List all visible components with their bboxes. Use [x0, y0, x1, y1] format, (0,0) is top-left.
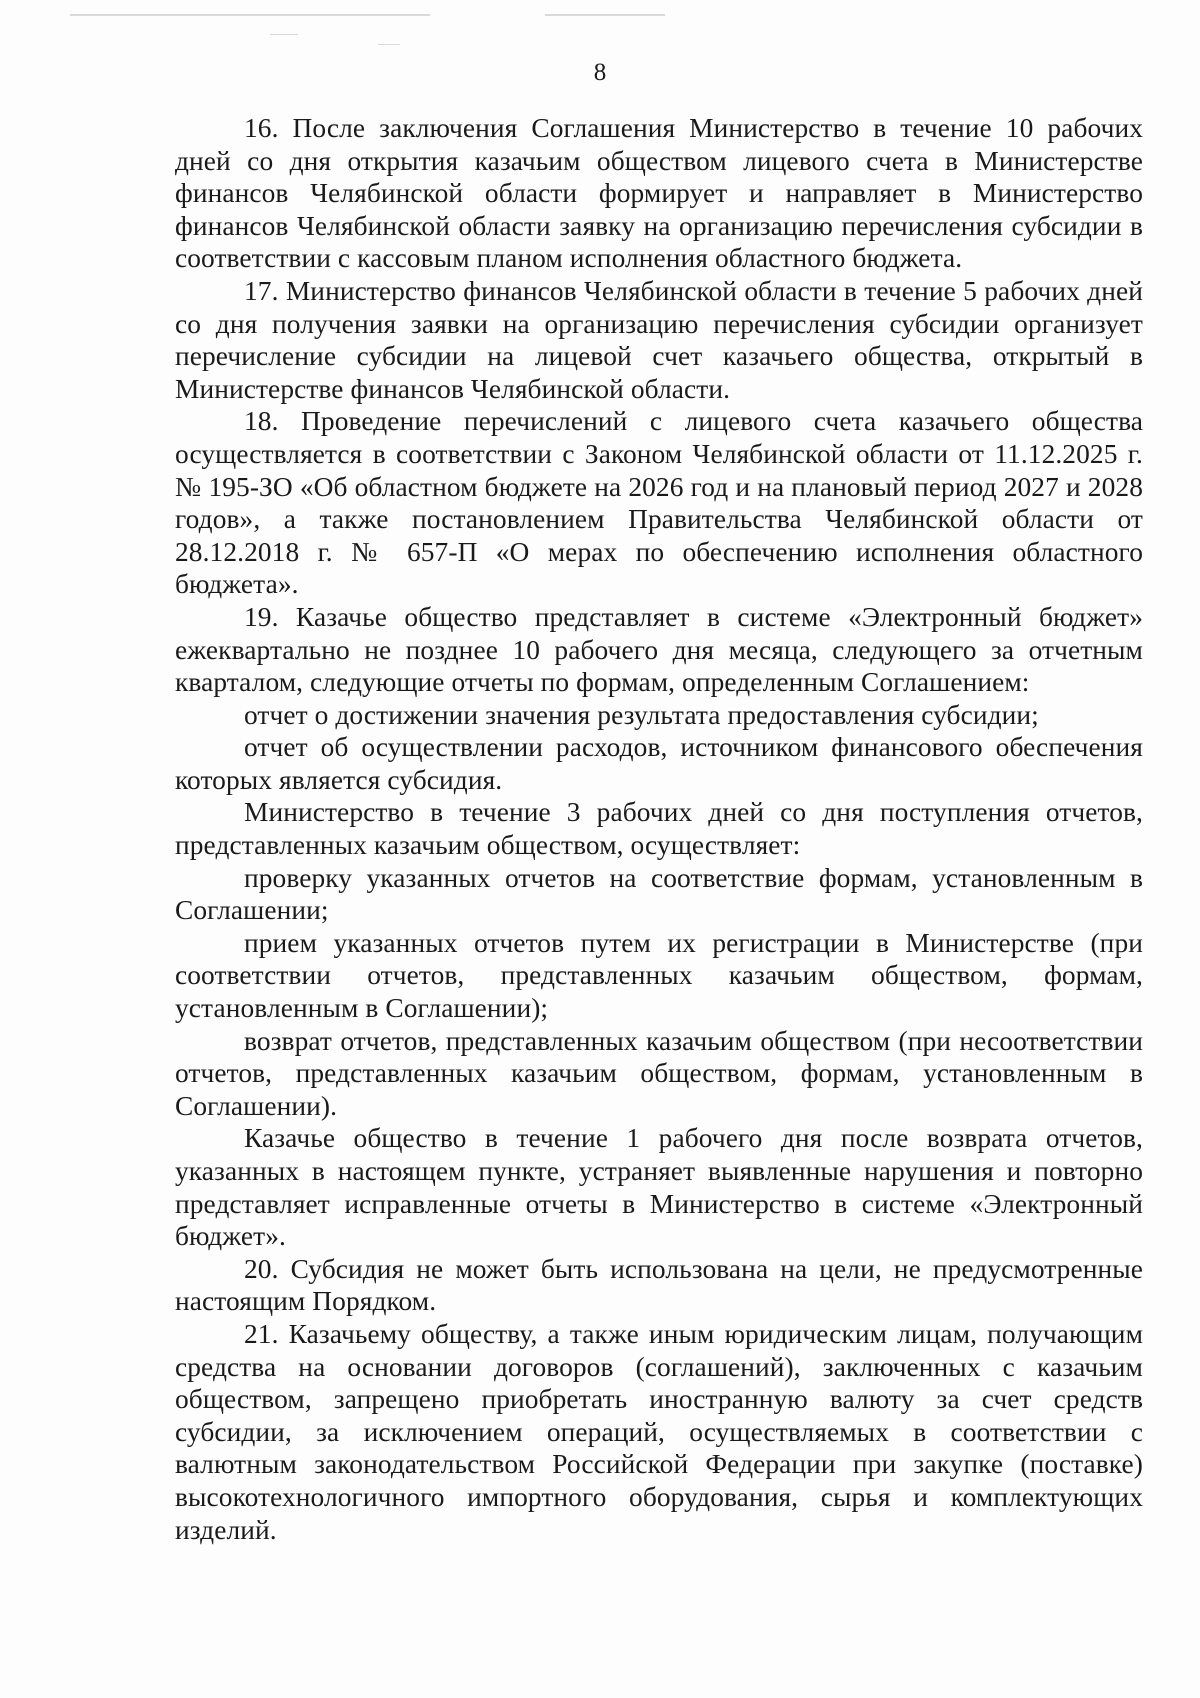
scan-artifact [70, 14, 430, 16]
paragraph-19-return: возврат отчетов, представленных казачьим обществом (при несоответствии отчетов, представленных казачьим обществом, формам, установленным в Соглашении). [175, 1025, 1143, 1121]
paragraph-20: 20. Субсидия не может быть использована на цели, не предусмотренные настоящим Порядком. [175, 1253, 1143, 1317]
paragraph-19-ministry-actions: Министерство в течение 3 рабочих дней со дня поступления отчетов, представленных казачьим обществом, осуществляет: [175, 797, 1143, 861]
paragraph-19-report-2: отчет об осуществлении расходов, источником финансового обеспечения которых является субсидия. [175, 732, 1143, 795]
scan-artifact [378, 44, 400, 45]
paragraph-17: 17. Министерство финансов Челябинской области в течение 5 рабочих дней со дня получения заявки на организацию перечисления субсидии организует перечисление субсидии на лицевой счет казачьего общества, открытый в Министерстве финансов Челябинской области. [175, 275, 1143, 404]
paragraph-19-report-1: отчет о достижении значения результата предоставления субсидии; [244, 699, 1039, 730]
paragraph-19-accept: прием указанных отчетов путем их регистрации в Министерстве (при соответствии отчетов, представленных казачьим обществом, формам, установленным в Соглашении); [175, 927, 1143, 1024]
document-body [175, 112, 1143, 1546]
scan-artifact [545, 14, 665, 16]
paragraph-16: 16. После заключения Соглашения Министерство в течение 10 рабочих дней со дня открытия казачьим обществом лицевого счета в Министерстве финансов Челябинской области формирует и направляет в Министерство финансов Челябинской области заявку на организацию перечисления субсидии в соответствии с кассовым планом исполнения областного бюджета. [175, 113, 1143, 274]
page-number: 8 [593, 59, 607, 86]
paragraph-19: 19. Казачье общество представляет в системе «Электронный бюджет» ежеквартально не позднее 10 рабочего дня месяца, следующего за отчетным кварталом, следующие отчеты по формам, определенным Соглашением: [175, 601, 1143, 698]
paragraph-21: 21. Казачьему обществу, а также иным юридическим лицам, получающим средства на основании договоров (соглашений), заключенных с казачьим обществом, запрещено приобретать иностранную валюту за счет средств субсидии, за исключением операций, осуществляемых в соответствии с валютным законодательством Российской Федерации при закупке (поставке) высокотехнологичного импортного оборудования, сырья и комплектующих изделий. [175, 1318, 1143, 1545]
paragraph-18: 18. Проведение перечислений с лицевого счета казачьего общества осуществляется в соответствии с Законом Челябинской области от 11.12.2025 г. № 195-ЗО «Об областном бюджете на 2026 год и на плановый период 2027 и 2028 годов», а также постановлением Правительства Челябинской области от 28.12.2018 г. № 657-П «О мерах по обеспечению исполнения областного бюджета». [175, 406, 1143, 600]
paragraph-19-correction: Казачье общество в течение 1 рабочего дня после возврата отчетов, указанных в настоящем пункте, устраняет выявленные нарушения и повторно представляет исправленные отчеты в Министерство в системе «Электронный бюджет». [175, 1123, 1143, 1252]
paragraph-19-check: проверку указанных отчетов на соответствие формам, установленным в Соглашении; [175, 862, 1143, 926]
scan-artifact [270, 34, 298, 35]
